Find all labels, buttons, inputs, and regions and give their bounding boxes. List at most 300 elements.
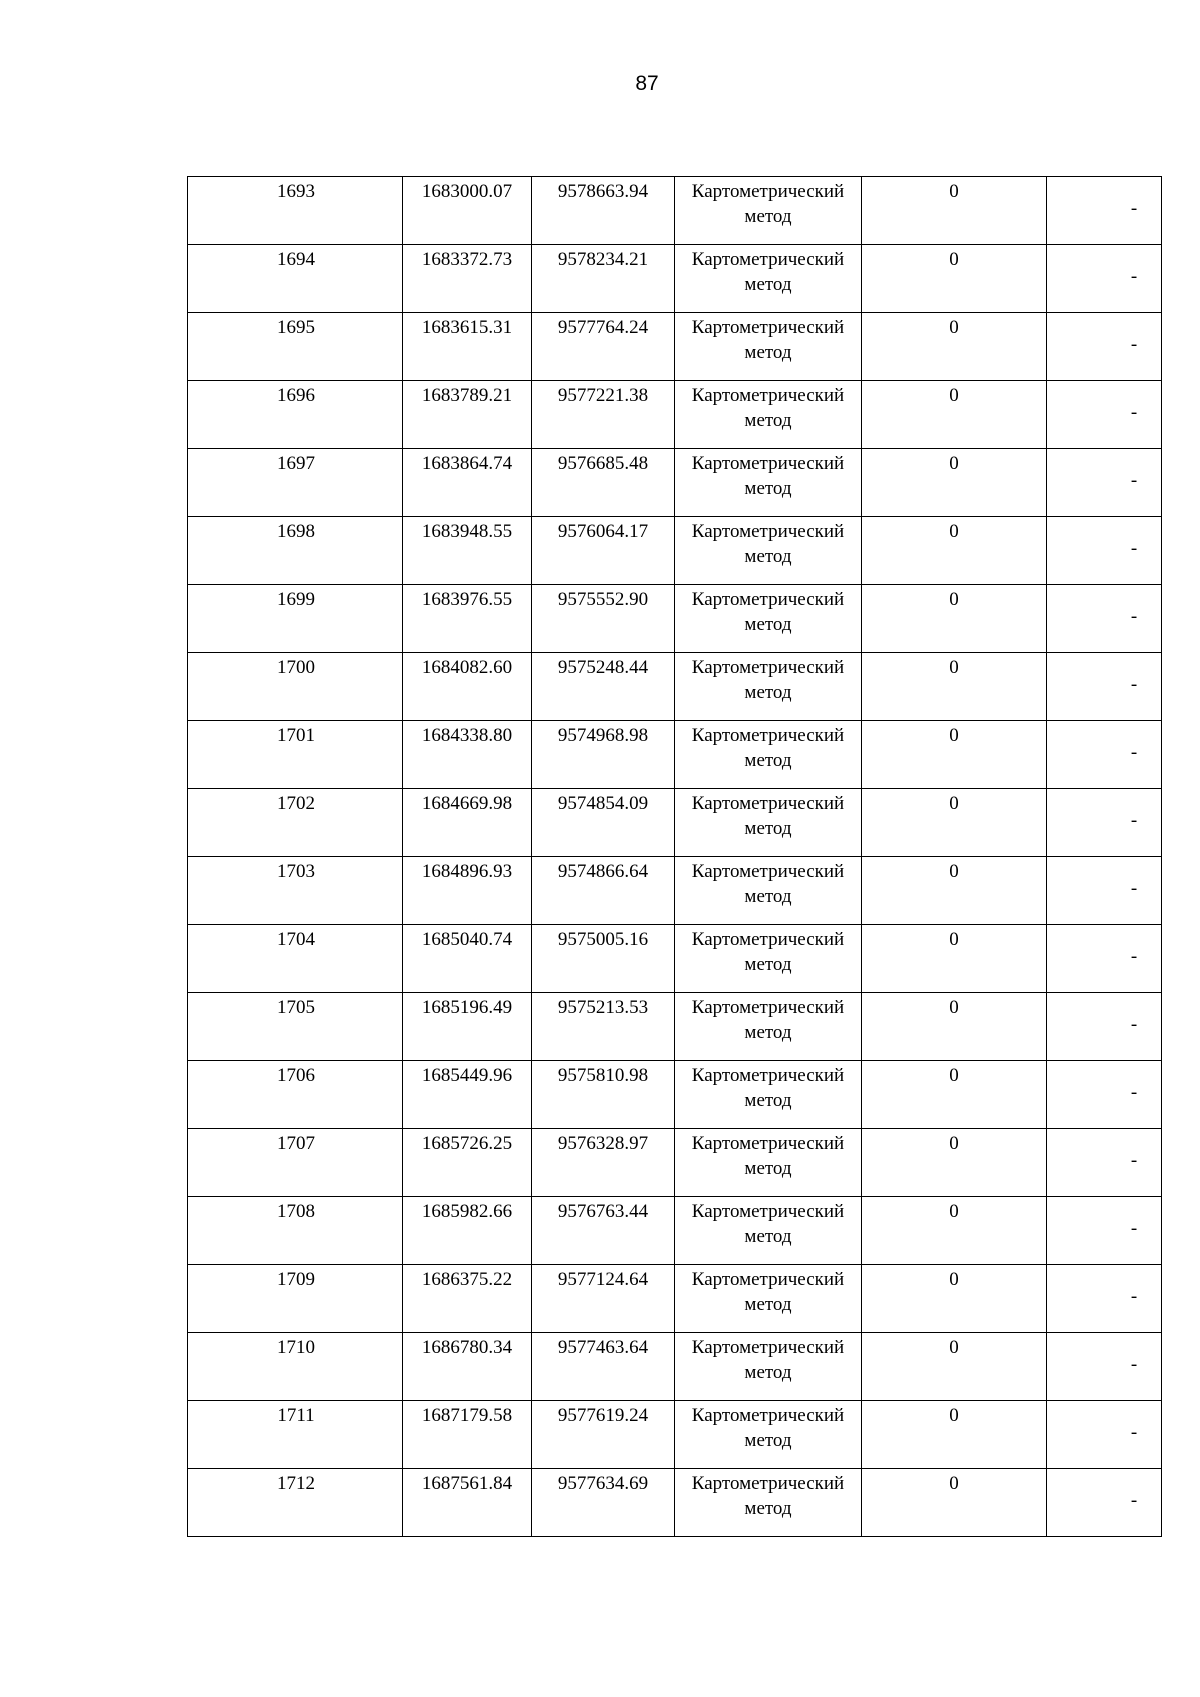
coordinates-table-body (188, 177, 1162, 1537)
y-coordinate-cell (532, 1265, 675, 1333)
method-cell (675, 857, 862, 925)
note-value: - (1130, 1490, 1138, 1511)
x-coordinate: 1685982.66 (421, 1201, 513, 1222)
note-cell (1047, 1401, 1162, 1469)
error-cell (862, 381, 1047, 449)
table-row (188, 857, 1162, 925)
method-text (675, 857, 861, 909)
y-coordinate-cell (532, 653, 675, 721)
point-number: 1701 (277, 725, 315, 746)
method-cell (675, 925, 862, 993)
x-coordinate-cell (403, 1129, 532, 1197)
x-coordinate-cell (403, 177, 532, 245)
x-coordinate: 1683615.31 (421, 317, 513, 338)
note-cell (1047, 1061, 1162, 1129)
method-cell (675, 1333, 862, 1401)
y-coordinate: 9577221.38 (557, 385, 649, 406)
method-line-2: метод (744, 1294, 792, 1315)
method-line-2: метод (744, 750, 792, 771)
note-cell (1047, 653, 1162, 721)
error-value: 0 (949, 1065, 959, 1086)
point-number-cell (188, 449, 403, 517)
error-value: 0 (949, 861, 959, 882)
point-number-cell (188, 789, 403, 857)
x-coordinate-cell (403, 1401, 532, 1469)
method-text (675, 517, 861, 569)
y-coordinate: 9575213.53 (557, 997, 649, 1018)
error-cell (862, 857, 1047, 925)
note-cell (1047, 857, 1162, 925)
page-number: 87 (635, 72, 659, 95)
point-number: 1698 (277, 521, 315, 542)
y-coordinate: 9575552.90 (557, 589, 649, 610)
point-number-cell (188, 585, 403, 653)
note-value: - (1130, 1014, 1138, 1035)
x-coordinate-cell (403, 517, 532, 585)
note-value: - (1130, 810, 1138, 831)
method-text (675, 1061, 861, 1113)
note-value: - (1130, 674, 1138, 695)
error-cell (862, 449, 1047, 517)
method-line-1: Картометрический (691, 317, 845, 338)
method-cell (675, 653, 862, 721)
error-value: 0 (949, 521, 959, 542)
x-coordinate: 1686780.34 (421, 1337, 513, 1358)
point-number-cell (188, 177, 403, 245)
method-text (675, 313, 861, 365)
method-text (675, 381, 861, 433)
point-number-cell (188, 245, 403, 313)
point-number: 1696 (277, 385, 315, 406)
error-cell (862, 1265, 1047, 1333)
method-line-1: Картометрический (691, 453, 845, 474)
point-number-cell (188, 1401, 403, 1469)
error-value: 0 (949, 725, 959, 746)
note-cell (1047, 1197, 1162, 1265)
error-cell (862, 585, 1047, 653)
y-coordinate-cell (532, 245, 675, 313)
method-line-2: метод (744, 478, 792, 499)
error-cell (862, 177, 1047, 245)
y-coordinate-cell (532, 1061, 675, 1129)
y-coordinate-cell (532, 993, 675, 1061)
method-line-2: метод (744, 818, 792, 839)
y-coordinate-cell (532, 721, 675, 789)
x-coordinate: 1683000.07 (421, 181, 513, 202)
table-row (188, 993, 1162, 1061)
method-cell (675, 245, 862, 313)
y-coordinate: 9574968.98 (557, 725, 649, 746)
method-line-1: Картометрический (691, 861, 845, 882)
point-number-cell (188, 1333, 403, 1401)
coordinates-table (187, 176, 1162, 1537)
x-coordinate: 1683789.21 (421, 385, 513, 406)
note-value: - (1130, 606, 1138, 627)
x-coordinate-cell (403, 381, 532, 449)
y-coordinate-cell (532, 517, 675, 585)
method-line-2: метод (744, 546, 792, 567)
point-number: 1708 (277, 1201, 315, 1222)
method-line-2: метод (744, 1090, 792, 1111)
method-text (675, 993, 861, 1045)
x-coordinate-cell (403, 585, 532, 653)
point-number: 1695 (277, 317, 315, 338)
method-line-2: метод (744, 682, 792, 703)
y-coordinate: 9576685.48 (557, 453, 649, 474)
method-line-1: Картометрический (691, 725, 845, 746)
method-line-2: метод (744, 1158, 792, 1179)
point-number: 1705 (277, 997, 315, 1018)
method-cell (675, 177, 862, 245)
table-row (188, 653, 1162, 721)
method-text (675, 1197, 861, 1249)
y-coordinate: 9576328.97 (557, 1133, 649, 1154)
method-line-2: метод (744, 1022, 792, 1043)
x-coordinate: 1683372.73 (421, 249, 513, 270)
point-number-cell (188, 313, 403, 381)
table-row (188, 925, 1162, 993)
error-cell (862, 1333, 1047, 1401)
method-line-1: Картометрический (691, 657, 845, 678)
y-coordinate: 9574866.64 (557, 861, 649, 882)
table-row (188, 1469, 1162, 1537)
y-coordinate: 9578234.21 (557, 249, 649, 270)
point-number-cell (188, 721, 403, 789)
method-line-2: метод (744, 954, 792, 975)
y-coordinate: 9577764.24 (557, 317, 649, 338)
note-cell (1047, 1129, 1162, 1197)
error-value: 0 (949, 317, 959, 338)
y-coordinate-cell (532, 1469, 675, 1537)
error-cell (862, 517, 1047, 585)
x-coordinate: 1685726.25 (421, 1133, 513, 1154)
method-cell (675, 1469, 862, 1537)
y-coordinate: 9576763.44 (557, 1201, 649, 1222)
x-coordinate-cell (403, 1197, 532, 1265)
error-value: 0 (949, 1133, 959, 1154)
x-coordinate-cell (403, 925, 532, 993)
error-cell (862, 1129, 1047, 1197)
point-number: 1697 (277, 453, 315, 474)
note-cell (1047, 381, 1162, 449)
table-row (188, 245, 1162, 313)
x-coordinate-cell (403, 721, 532, 789)
point-number-cell (188, 517, 403, 585)
y-coordinate: 9575248.44 (557, 657, 649, 678)
method-line-2: метод (744, 614, 792, 635)
y-coordinate-cell (532, 449, 675, 517)
method-line-1: Картометрический (691, 1133, 845, 1154)
note-value: - (1130, 1218, 1138, 1239)
table-row (188, 1265, 1162, 1333)
method-line-1: Картометрический (691, 521, 845, 542)
method-line-2: метод (744, 1226, 792, 1247)
error-cell (862, 925, 1047, 993)
method-cell (675, 721, 862, 789)
point-number-cell (188, 1129, 403, 1197)
y-coordinate-cell (532, 1333, 675, 1401)
note-value: - (1130, 198, 1138, 219)
x-coordinate-cell (403, 1265, 532, 1333)
x-coordinate-cell (403, 789, 532, 857)
method-line-1: Картометрический (691, 997, 845, 1018)
point-number-cell (188, 1265, 403, 1333)
method-line-2: метод (744, 886, 792, 907)
y-coordinate: 9576064.17 (557, 521, 649, 542)
note-value: - (1130, 1082, 1138, 1103)
method-cell (675, 585, 862, 653)
x-coordinate: 1686375.22 (421, 1269, 513, 1290)
method-line-1: Картометрический (691, 793, 845, 814)
method-line-1: Картометрический (691, 929, 845, 950)
method-line-1: Картометрический (691, 1269, 845, 1290)
method-line-1: Картометрический (691, 181, 845, 202)
method-line-2: метод (744, 1498, 792, 1519)
x-coordinate: 1683864.74 (421, 453, 513, 474)
x-coordinate: 1685196.49 (421, 997, 513, 1018)
note-value: - (1130, 266, 1138, 287)
table-row (188, 1333, 1162, 1401)
x-coordinate: 1683976.55 (421, 589, 513, 610)
point-number: 1703 (277, 861, 315, 882)
method-cell (675, 1197, 862, 1265)
point-number: 1709 (277, 1269, 315, 1290)
table-row (188, 381, 1162, 449)
y-coordinate: 9575005.16 (557, 929, 649, 950)
note-cell (1047, 721, 1162, 789)
y-coordinate-cell (532, 1401, 675, 1469)
table-row (188, 1197, 1162, 1265)
y-coordinate: 9577634.69 (557, 1473, 649, 1494)
y-coordinate-cell (532, 857, 675, 925)
method-line-1: Картометрический (691, 1405, 845, 1426)
method-text (675, 925, 861, 977)
x-coordinate-cell (403, 449, 532, 517)
method-cell (675, 517, 862, 585)
note-value: - (1130, 742, 1138, 763)
error-value: 0 (949, 1473, 959, 1494)
error-value: 0 (949, 1201, 959, 1222)
x-coordinate: 1684082.60 (421, 657, 513, 678)
y-coordinate-cell (532, 1129, 675, 1197)
x-coordinate: 1684338.80 (421, 725, 513, 746)
method-text (675, 245, 861, 297)
error-value: 0 (949, 589, 959, 610)
x-coordinate: 1684896.93 (421, 861, 513, 882)
point-number-cell (188, 925, 403, 993)
method-text (675, 653, 861, 705)
note-value: - (1130, 470, 1138, 491)
method-line-1: Картометрический (691, 1337, 845, 1358)
method-text (675, 1469, 861, 1521)
method-text (675, 585, 861, 637)
y-coordinate-cell (532, 1197, 675, 1265)
method-line-2: метод (744, 206, 792, 227)
note-value: - (1130, 946, 1138, 967)
y-coordinate-cell (532, 177, 675, 245)
method-cell (675, 381, 862, 449)
method-text (675, 721, 861, 773)
y-coordinate: 9575810.98 (557, 1065, 649, 1086)
y-coordinate: 9578663.94 (557, 181, 649, 202)
y-coordinate-cell (532, 789, 675, 857)
point-number: 1702 (277, 793, 315, 814)
x-coordinate-cell (403, 313, 532, 381)
note-cell (1047, 1265, 1162, 1333)
method-cell (675, 1265, 862, 1333)
error-value: 0 (949, 181, 959, 202)
point-number: 1706 (277, 1065, 315, 1086)
point-number-cell (188, 381, 403, 449)
method-line-2: метод (744, 342, 792, 363)
x-coordinate: 1687179.58 (421, 1405, 513, 1426)
point-number: 1699 (277, 589, 315, 610)
note-value: - (1130, 878, 1138, 899)
table-row (188, 449, 1162, 517)
point-number-cell (188, 1061, 403, 1129)
point-number-cell (188, 1197, 403, 1265)
y-coordinate-cell (532, 925, 675, 993)
error-value: 0 (949, 657, 959, 678)
method-text (675, 1333, 861, 1385)
table-row (188, 313, 1162, 381)
note-value: - (1130, 1150, 1138, 1171)
point-number: 1704 (277, 929, 315, 950)
point-number: 1712 (277, 1473, 315, 1494)
error-value: 0 (949, 929, 959, 950)
method-line-2: метод (744, 274, 792, 295)
method-cell (675, 1129, 862, 1197)
point-number: 1693 (277, 181, 315, 202)
note-value: - (1130, 538, 1138, 559)
x-coordinate-cell (403, 1061, 532, 1129)
note-cell (1047, 245, 1162, 313)
note-cell (1047, 789, 1162, 857)
table-row (188, 789, 1162, 857)
method-cell (675, 1401, 862, 1469)
table-row (188, 177, 1162, 245)
y-coordinate: 9574854.09 (557, 793, 649, 814)
note-value: - (1130, 1422, 1138, 1443)
method-text (675, 789, 861, 841)
y-coordinate: 9577619.24 (557, 1405, 649, 1426)
method-text (675, 449, 861, 501)
table-row (188, 585, 1162, 653)
point-number: 1710 (277, 1337, 315, 1358)
error-cell (862, 789, 1047, 857)
x-coordinate: 1687561.84 (421, 1473, 513, 1494)
x-coordinate: 1685040.74 (421, 929, 513, 950)
x-coordinate: 1685449.96 (421, 1065, 513, 1086)
table-row (188, 721, 1162, 789)
method-line-2: метод (744, 1362, 792, 1383)
note-cell (1047, 925, 1162, 993)
y-coordinate: 9577463.64 (557, 1337, 649, 1358)
x-coordinate-cell (403, 653, 532, 721)
note-value: - (1130, 402, 1138, 423)
error-cell (862, 721, 1047, 789)
error-value: 0 (949, 453, 959, 474)
note-cell (1047, 177, 1162, 245)
error-value: 0 (949, 793, 959, 814)
error-value: 0 (949, 249, 959, 270)
error-cell (862, 245, 1047, 313)
method-text (675, 177, 861, 229)
note-value: - (1130, 1354, 1138, 1375)
x-coordinate-cell (403, 1469, 532, 1537)
x-coordinate: 1683948.55 (421, 521, 513, 542)
error-cell (862, 1401, 1047, 1469)
note-cell (1047, 1469, 1162, 1537)
error-value: 0 (949, 997, 959, 1018)
error-cell (862, 653, 1047, 721)
y-coordinate-cell (532, 313, 675, 381)
error-value: 0 (949, 1269, 959, 1290)
x-coordinate-cell (403, 857, 532, 925)
table-row (188, 517, 1162, 585)
table-row (188, 1401, 1162, 1469)
note-cell (1047, 449, 1162, 517)
method-line-1: Картометрический (691, 1473, 845, 1494)
table-row (188, 1061, 1162, 1129)
method-cell (675, 993, 862, 1061)
point-number-cell (188, 1469, 403, 1537)
error-cell (862, 1061, 1047, 1129)
x-coordinate-cell (403, 245, 532, 313)
error-cell (862, 993, 1047, 1061)
x-coordinate-cell (403, 993, 532, 1061)
error-value: 0 (949, 1405, 959, 1426)
method-line-1: Картометрический (691, 1201, 845, 1222)
point-number-cell (188, 857, 403, 925)
method-line-2: метод (744, 1430, 792, 1451)
method-line-2: метод (744, 410, 792, 431)
table-row (188, 1129, 1162, 1197)
method-line-1: Картометрический (691, 249, 845, 270)
x-coordinate-cell (403, 1333, 532, 1401)
error-value: 0 (949, 1337, 959, 1358)
note-cell (1047, 517, 1162, 585)
note-cell (1047, 313, 1162, 381)
y-coordinate: 9577124.64 (557, 1269, 649, 1290)
method-text (675, 1265, 861, 1317)
y-coordinate-cell (532, 381, 675, 449)
method-text (675, 1401, 861, 1453)
y-coordinate-cell (532, 585, 675, 653)
point-number: 1694 (277, 249, 315, 270)
x-coordinate: 1684669.98 (421, 793, 513, 814)
method-line-1: Картометрический (691, 1065, 845, 1086)
method-line-1: Картометрический (691, 589, 845, 610)
method-line-1: Картометрический (691, 385, 845, 406)
note-cell (1047, 993, 1162, 1061)
error-cell (862, 313, 1047, 381)
point-number: 1711 (277, 1405, 315, 1426)
note-cell (1047, 585, 1162, 653)
point-number-cell (188, 653, 403, 721)
note-cell (1047, 1333, 1162, 1401)
note-value: - (1130, 1286, 1138, 1307)
point-number: 1700 (277, 657, 315, 678)
error-cell (862, 1197, 1047, 1265)
error-cell (862, 1469, 1047, 1537)
point-number: 1707 (277, 1133, 315, 1154)
note-value: - (1130, 334, 1138, 355)
method-text (675, 1129, 861, 1181)
method-cell (675, 1061, 862, 1129)
point-number-cell (188, 993, 403, 1061)
method-cell (675, 789, 862, 857)
